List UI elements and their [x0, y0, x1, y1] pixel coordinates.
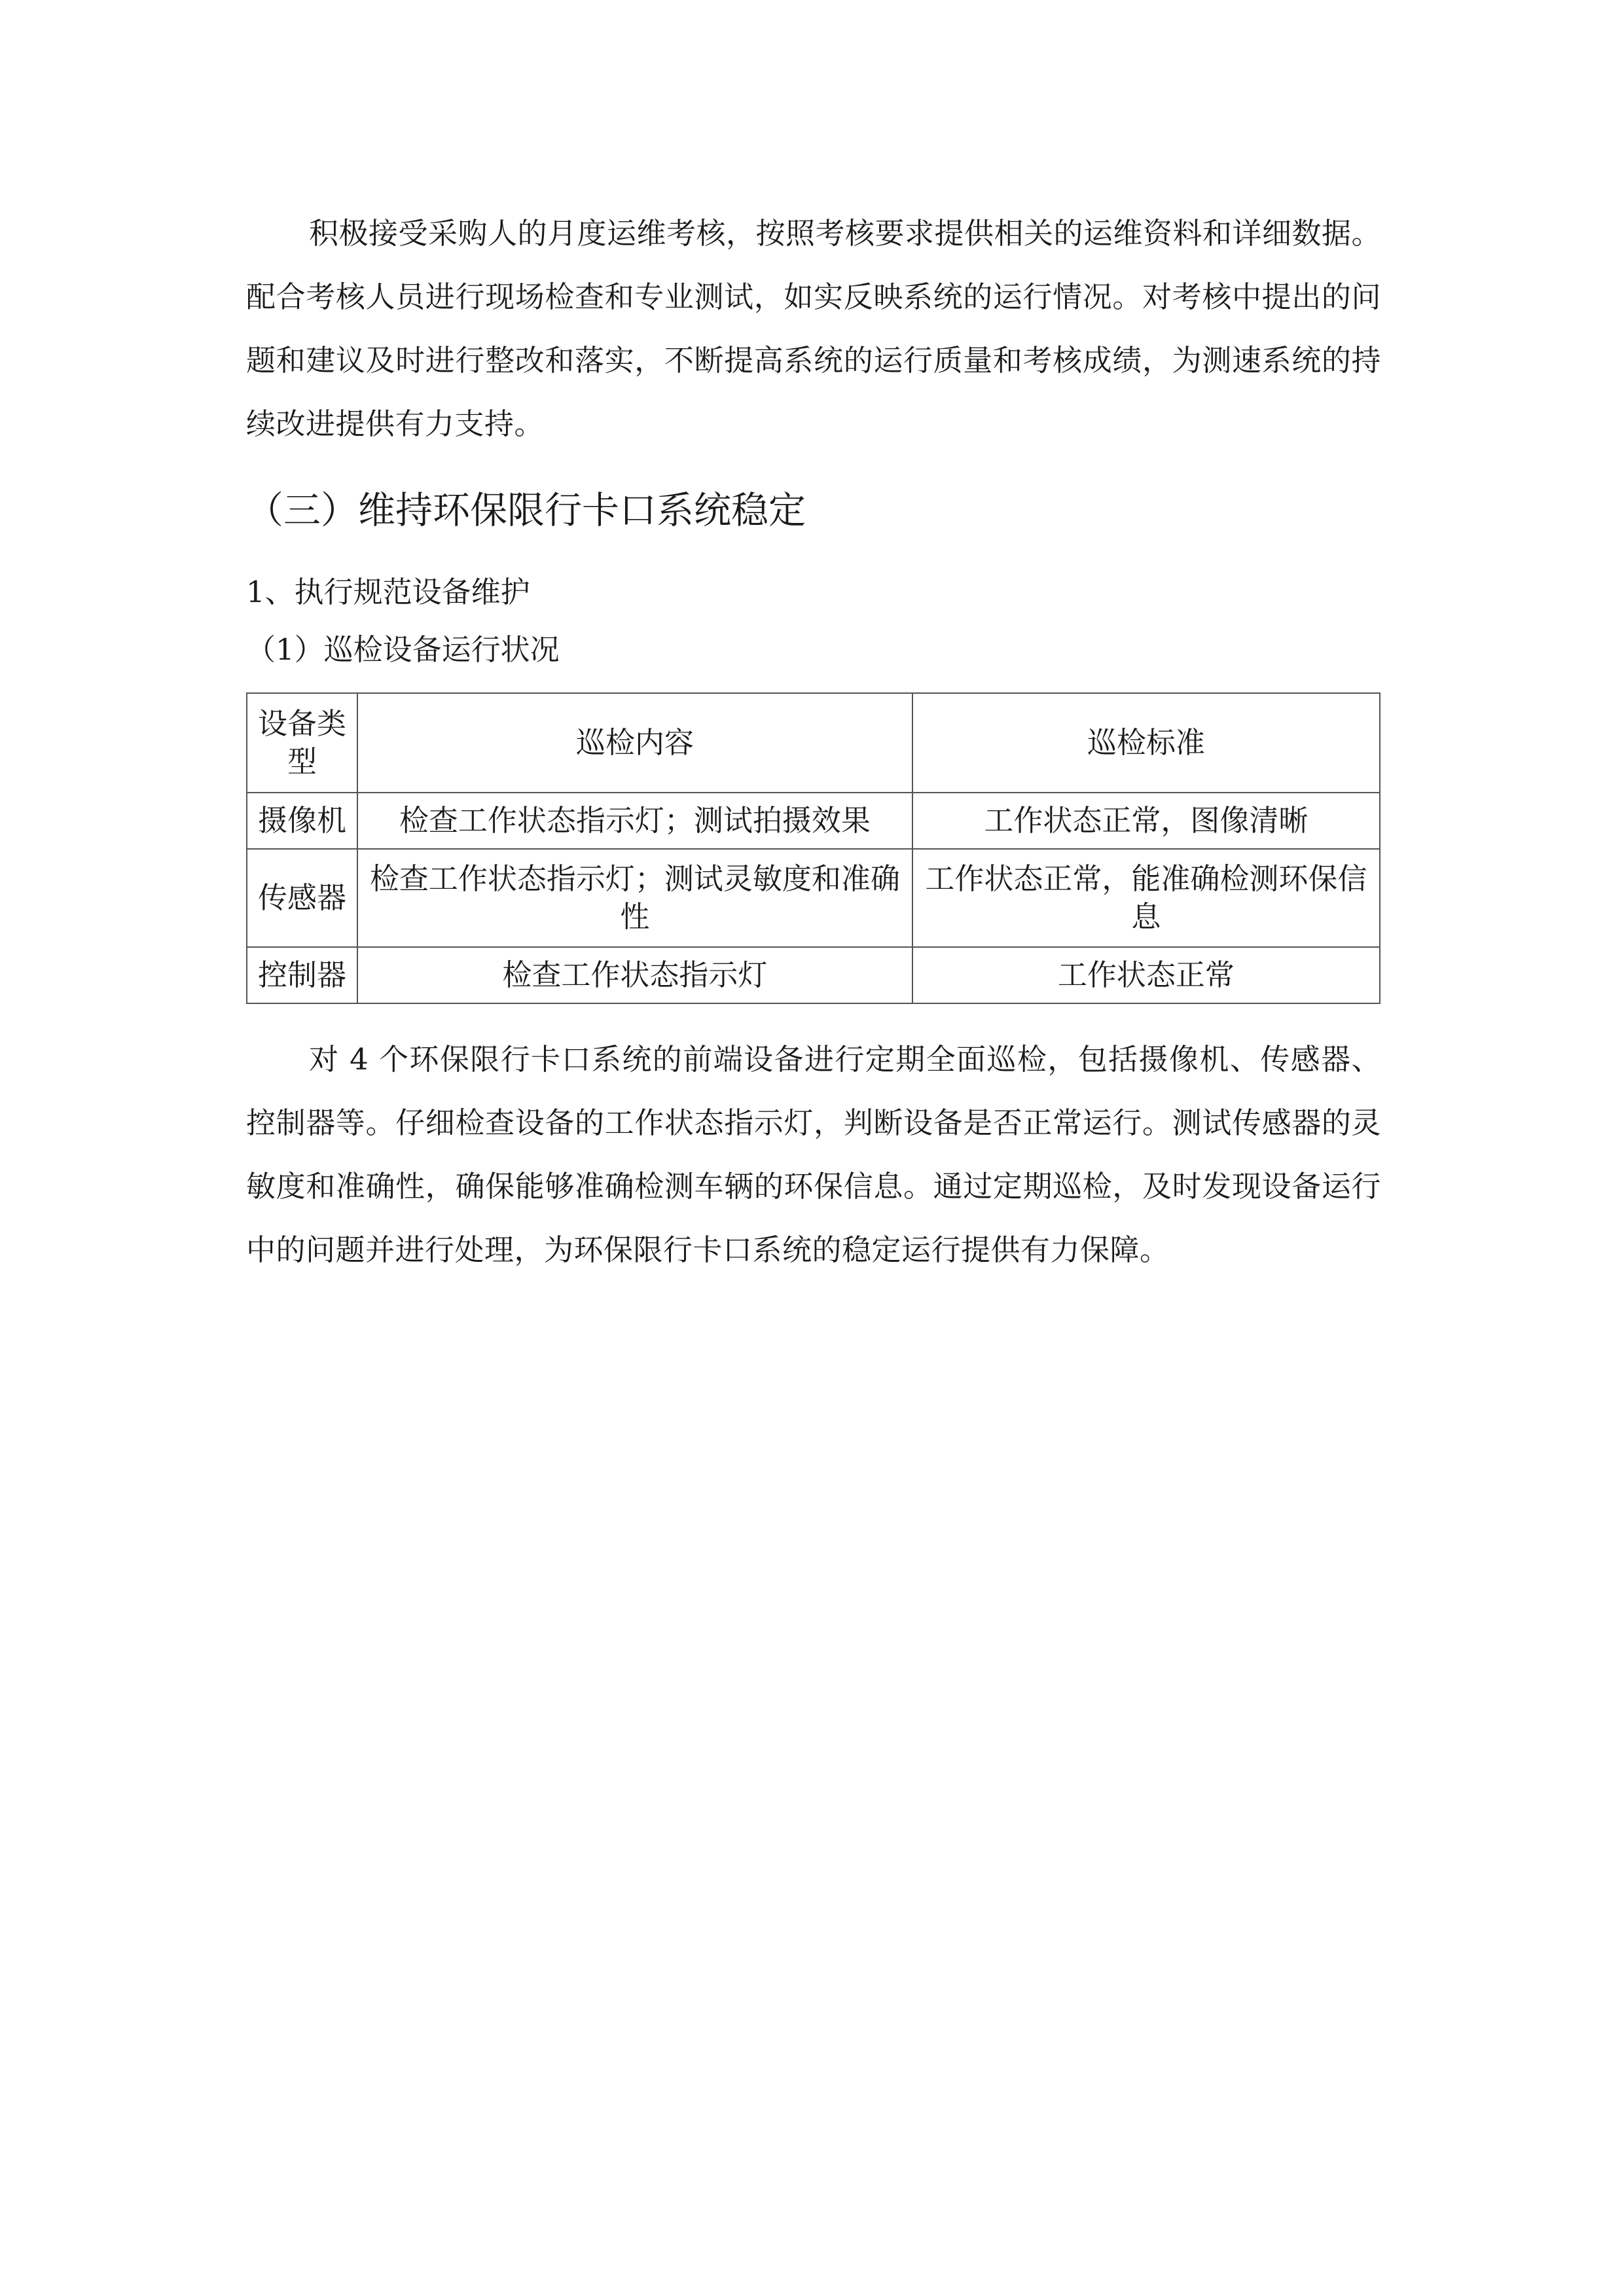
header-inspection-standard: 巡检标准	[912, 693, 1380, 793]
subheading-maintenance: 1、执行规范设备维护	[246, 575, 530, 609]
section-heading: （三）维持环保限行卡口系统稳定	[246, 489, 806, 532]
cell-inspection-content: 检查工作状态指示灯	[357, 947, 912, 1003]
inspection-table	[246, 692, 1380, 1004]
cell-device-type: 摄像机	[247, 793, 357, 849]
table-header-row	[247, 693, 1380, 793]
cell-device-type: 传感器	[247, 849, 357, 947]
subheading-inspection: （1）巡检设备运行状况	[246, 632, 560, 667]
table-row	[247, 947, 1380, 1003]
paragraph-inspection: 对 4 个环保限行卡口系统的前端设备进行定期全面巡检，包括摄像机、传感器、控制器等。仔细检查设备的工作状态指示灯，判断设备是否正常运行。测试传感器的灵敏度和准确性，确保能够准确检测车辆的环保信息。通过定期巡检，及时发现设备运行中的问题并进行处理，为环保限行卡口系统的稳定运行提供有力保障。	[246, 1042, 1381, 1267]
header-device-type: 设备类型	[247, 693, 357, 793]
table-row	[247, 849, 1380, 947]
header-inspection-content: 巡检内容	[357, 693, 912, 793]
cell-device-type: 控制器	[247, 947, 357, 1003]
cell-inspection-standard: 工作状态正常，能准确检测环保信息	[912, 849, 1380, 947]
cell-inspection-content: 检查工作状态指示灯；测试灵敏度和准确性	[357, 849, 912, 947]
table-row	[247, 793, 1380, 849]
cell-inspection-standard: 工作状态正常，图像清晰	[912, 793, 1380, 849]
cell-inspection-standard: 工作状态正常	[912, 947, 1380, 1003]
paragraph-assessment: 积极接受采购人的月度运维考核，按照考核要求提供相关的运维资料和详细数据。配合考核人员进行现场检查和专业测试，如实反映系统的运行情况。对考核中提出的问题和建议及时进行整改和落实，不断提高系统的运行质量和考核成绩，为测速系统的持续改进提供有力支持。	[246, 216, 1382, 441]
cell-inspection-content: 检查工作状态指示灯；测试拍摄效果	[357, 793, 912, 849]
